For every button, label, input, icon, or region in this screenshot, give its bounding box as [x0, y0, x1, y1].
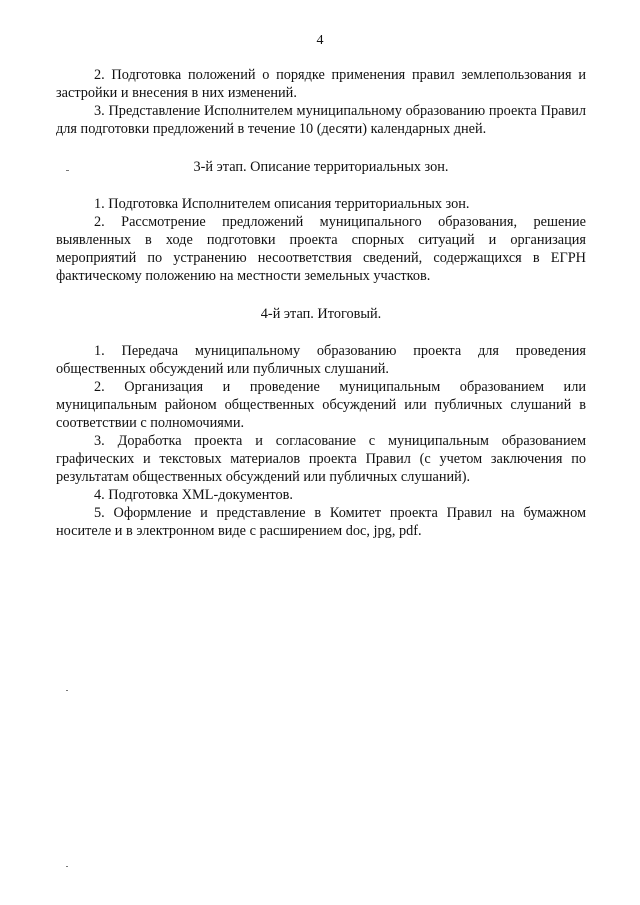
- list-item: 3. Доработка проекта и согласование с муниципальным образованием графических и текстовых материалов проекта Правил (с учетом заключения по результатам общественных обсуждений или публичных слушаний).: [56, 433, 586, 485]
- list-item: 3. Представление Исполнителем муниципальному образованию проекта Правил для подготовки предложений в течение 10 (десяти) календарных дней.: [56, 103, 586, 137]
- document-body: [56, 66, 586, 540]
- list-item: 1. Подготовка Исполнителем описания территориальных зон.: [94, 196, 470, 212]
- list-item: 4. Подготовка XML-документов.: [94, 487, 293, 503]
- scan-speck: [66, 866, 68, 867]
- scan-speck: [66, 690, 68, 691]
- section-title-stage-3: 3-й этап. Описание территориальных зон.: [193, 159, 449, 175]
- list-item: 2. Рассмотрение предложений муниципального образования, решение выявленных в ходе подготовки проекта спорных ситуаций и организация мероприятий по устранению несоответствия сведений, содержащихся в ЕГРН фактическому положению на местности земельных участков.: [56, 214, 586, 284]
- list-item: 1. Передача муниципальному образованию проекта для проведения общественных обсуждений или публичных слушаний.: [56, 343, 586, 377]
- scan-speck: [66, 170, 69, 171]
- section-title-stage-4: 4-й этап. Итоговый.: [260, 306, 382, 322]
- list-item: 2. Подготовка положений о порядке применения правил землепользования и застройки и внесения в них изменений.: [56, 67, 586, 101]
- list-item: 2. Организация и проведение муниципальным образованием или муниципальным районом общественных обсуждений или публичных слушаний в соответствии с полномочиями.: [56, 379, 586, 431]
- list-item: 5. Оформление и представление в Комитет проекта Правил на бумажном носителе и в электронном виде с расширением doc, jpg, pdf.: [56, 505, 586, 539]
- page-number: 4: [316, 33, 324, 48]
